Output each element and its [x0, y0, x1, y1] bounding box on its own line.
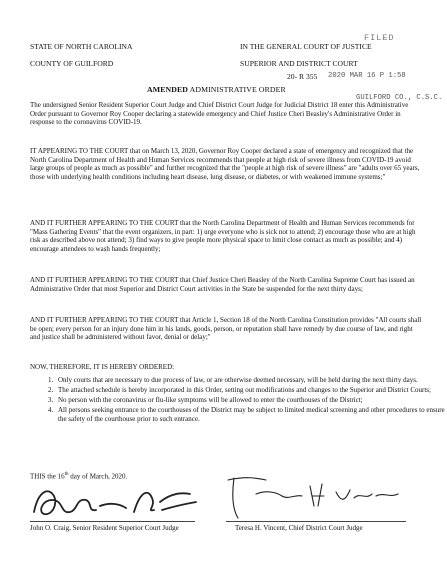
vincent-signature [226, 470, 406, 522]
state-label: STATE OF NORTH CAROLINA [30, 42, 133, 51]
date-suffix: day of March, 2020. [68, 472, 128, 481]
date-ordinal: th [64, 472, 69, 477]
document-title [147, 85, 286, 94]
order-item-2: 2. The attached schedule is hereby incorporated in this Order, setting out modifications and changes to the Superior and District Courts; [55, 386, 447, 395]
craig-name: John O. Craig, Senior Resident Superior Court Judge [30, 524, 179, 532]
order-item-4: 4. All persons seeking entrance to the courthouses of the District may be subject to limited medical screening and other procedures to ensure the safety of the courthouse prior to such entrance. [55, 406, 447, 423]
right-signature-rule [226, 521, 406, 522]
orders-list [30, 376, 447, 425]
appearing-paragraph-2: AND IT FURTHER APPEARING TO THE COURT that the North Carolina Department of Health and Human Services recommends for "Mass Gathering Events" that the event organizers, in part: 1) urge everyone who is sick not to attend; 2) encourage those who are at high risk as described above not attend; 3) find ways to give people more physical space to limit close contact as much as possible; and 4) encourage attendees to wash hands frequently; [30, 219, 416, 253]
order-item-1: 1. Only courts that are necessary to due process of law, or are otherwise deemed necessary, will be held during the next thirty days. [55, 376, 447, 385]
clerk-stamp: GUILFORD CO., C.S.C. [356, 94, 443, 102]
court-label: IN THE GENERAL COURT OF JUSTICE [240, 42, 372, 51]
intro-paragraph: The undersigned Senior Resident Superior Court Judge and Chief District Court Judge for Judicial District 18 enter this Administrative Order pursuant to Governor Roy Cooper declaring a statewide emergency and Chief Justice Cheri Beasley's Administrative Order in response to the coronavirus COVID-19. [30, 101, 409, 127]
craig-signature [30, 482, 200, 522]
date-prefix: THIS the 16 [30, 472, 65, 481]
appearing-paragraph-4: AND IT FURTHER APPEARING TO THE COURT that Article 1, Section 18 of the North Carolina Constitution provides "All courts shall be open; every person for an injury done him in his lands, goods, person, or reputation shall have remedy by due course of law, and right and justice shall be administered without favor, denial or delay;" [30, 316, 422, 342]
title-rest: ADMINISTRATIVE ORDER [189, 85, 286, 94]
file-number: 20- R 355 [287, 72, 318, 81]
filed-date-stamp: 2020 MAR 16 P 1:58 [328, 72, 406, 80]
date-line [30, 472, 127, 480]
division-label: SUPERIOR AND DISTRICT COURT [240, 59, 358, 68]
ordered-heading: NOW, THEREFORE, IT IS HEREBY ORDERED: [30, 363, 175, 371]
left-signature-rule [30, 521, 195, 522]
appearing-paragraph-3: AND IT FURTHER APPEARING TO THE COURT that Chief Justice Cheri Beasley of the North Carolina Supreme Court has issued an Administrative Order that most Superior and District Court activities in the State be suspended for the next thirty days; [30, 276, 415, 293]
order-item-3: 3. No person with the coronavirus or flu-like symptoms will be allowed to enter the courthouses of the District; [55, 396, 447, 405]
appearing-paragraph-1: IT APPEARING TO THE COURT that on March 13, 2020, Governor Roy Cooper declared a state of emergency and recognized that the North Carolina Department of Health and Human Services recommends that people at high risk of severe illness from COVID-19 avoid large groups of people as much as possible" and further recognized that the "people at high risk of severe illness" are "adults over 65 years, those with underlying health conditions including heart disease, lung disease, or diabetes, or with weakened immune systems;" [30, 147, 420, 181]
filed-stamp-word: FILED [364, 33, 395, 43]
county-label: COUNTY OF GUILFORD [30, 59, 114, 68]
title-amended: AMENDED [147, 85, 188, 94]
vincent-name: Teresa H. Vincent, Chief District Court Judge [235, 524, 363, 532]
